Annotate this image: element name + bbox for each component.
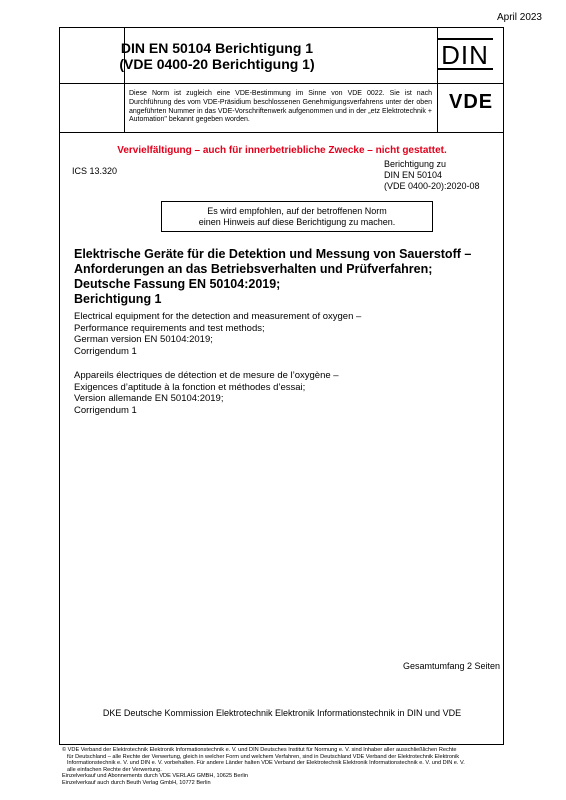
- copyright-footer: [62, 747, 508, 787]
- title-french-line: Exigences d’aptitude à la fonction et méthodes d’essai;: [74, 381, 306, 393]
- footer-line: Informationstechnik e. V. und DIN e. V. vorbehalten. Für andere Länder halten VDE Verband der Elektrotechnik Elektronik Informationstechnik e. V. und DIN e. V.: [67, 760, 465, 767]
- vde-statement: Diese Norm ist zugleich eine VDE-Bestimmung im Sinne von VDE 0022. Sie ist nach Durchführung des vom VDE-Präsidium beschlossenen Genehmigungsverfahrens unter der oben angeführten Nummer in das VDE-Vorschriftenwerk aufgenommen und in der „etz Elektrotechnik + Automation" bekannt gegeben worden.: [129, 90, 432, 124]
- footer-line: Einzelverkauf und Abonnements durch VDE VERLAG GMBH, 10625 Berlin: [62, 773, 248, 780]
- title-german-line: Deutsche Fassung EN 50104:2019;: [74, 277, 281, 291]
- title-english-line: Corrigendum 1: [74, 345, 137, 357]
- title-english-line: Electrical equipment for the detection and measurement of oxygen –: [74, 311, 362, 322]
- title-german-line: Elektrische Geräte für die Detektion und Messung von Sauerstoff –: [74, 247, 472, 261]
- title-french-line: Appareils électriques de détection et de mesure de l’oxygène –: [74, 370, 339, 381]
- correction-reference-line3: (VDE 0400-20):2020-08: [384, 181, 480, 191]
- document-title-line1: DIN EN 50104 Berichtigung 1: [120, 40, 314, 56]
- notice-line2: einen Hinweis auf diese Berichtigung zu machen.: [198, 217, 396, 227]
- document-title-line2: (VDE 0400-20 Berichtigung 1): [119, 56, 315, 72]
- correction-reference-line2: DIN EN 50104: [384, 170, 443, 180]
- title-german-line: Berichtigung 1: [74, 292, 162, 306]
- title-french: [74, 370, 479, 416]
- vde-logo: VDE: [449, 91, 494, 113]
- title-english-line: German version EN 50104:2019;: [74, 334, 213, 345]
- correction-reference-line1: Berichtigung zu: [384, 159, 447, 169]
- title-german-line: Anforderungen an das Betriebsverhalten und Prüfverfahren;: [74, 262, 433, 276]
- dke-line: DKE Deutsche Kommission Elektrotechnik Elektronik Informationstechnik in DIN und VDE: [102, 708, 462, 718]
- footer-line: für Deutschland – alle Rechte der Verwertung, gleich in welcher Form und welchem Verfahren, sind in Deutschland VDE Verband der Elektrotechnik Elektronik: [67, 753, 460, 760]
- title-french-line: Corrigendum 1: [74, 404, 137, 416]
- correction-reference: [384, 159, 480, 192]
- recommendation-notice: [161, 201, 433, 232]
- publication-date: April 2023: [496, 12, 542, 23]
- footer-line: alle einfachen Rechte der Verwertung.: [67, 766, 162, 773]
- header-divider-bottom: [60, 132, 503, 133]
- footer-line: © VDE Verband der Elektrotechnik Elektronik Informationstechnik e. V. und DIN Deutsches Institut für Normung e. V. sind Inhaber aller ausschließlichen Rechte: [62, 747, 457, 753]
- notice-line1: Es wird empfohlen, auf der betroffenen Norm: [207, 206, 387, 216]
- ics-code: ICS 13.320: [72, 166, 118, 176]
- footer-line: Einzelverkauf auch durch Beuth Verlag GmbH, 10772 Berlin: [62, 779, 211, 786]
- total-pages: Gesamtumfang 2 Seiten: [402, 661, 500, 671]
- title-german: [74, 247, 479, 307]
- title-english-line: Performance requirements and test methods;: [74, 322, 265, 334]
- title-english: [74, 311, 479, 357]
- reproduction-warning: Vervielfältigung – auch für innerbetriebliche Zwecke – nicht gestattet.: [117, 145, 447, 156]
- din-logo-text: DIN: [441, 40, 489, 70]
- title-french-line: Version allemande EN 50104:2019;: [74, 393, 224, 404]
- din-logo: [436, 37, 494, 71]
